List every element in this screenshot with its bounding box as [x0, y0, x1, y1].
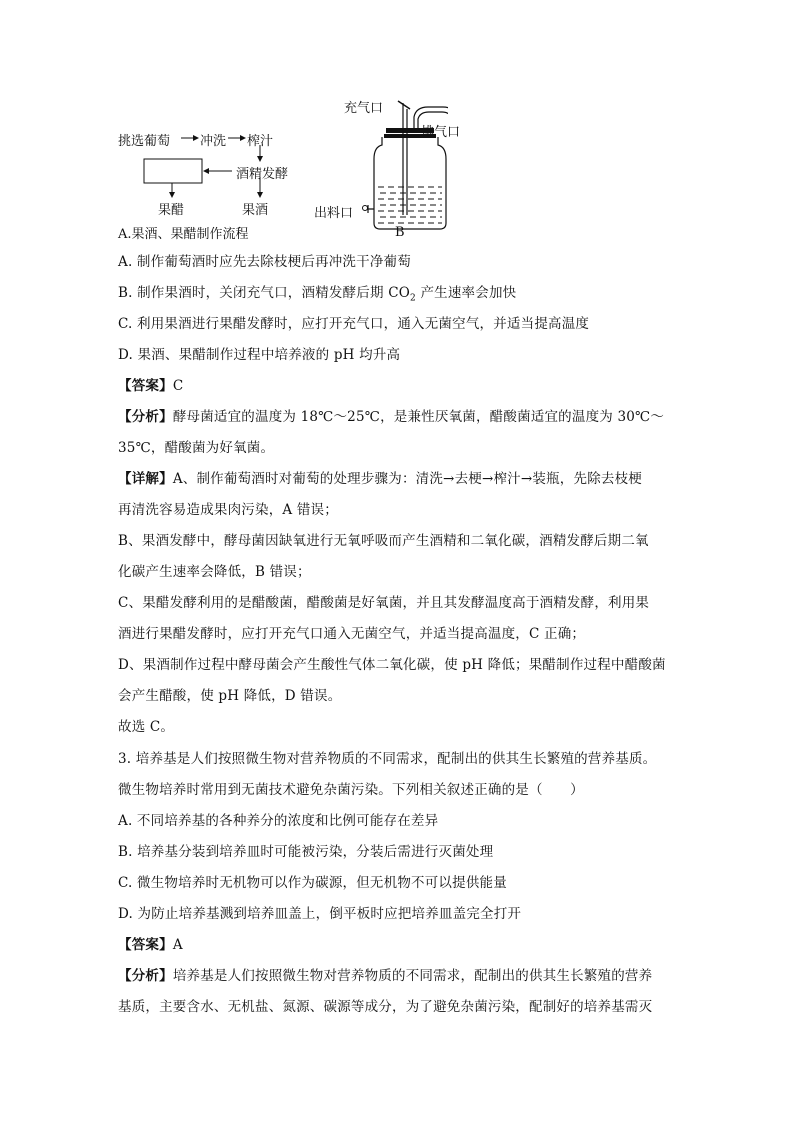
q3-stem-line-1: 3. 培养基是人们按照微生物对营养物质的不同需求，配制出的供其生长繁殖的营养基质。 — [118, 751, 657, 767]
q3-answer-tag: 【答案】 — [118, 937, 173, 953]
bottle-outlet-label: 排气口 — [421, 125, 461, 140]
figure-caption-b: B — [395, 225, 405, 240]
flow-vinegar-label: 果醋 — [158, 203, 185, 218]
q3-option-c: C. 微生物培养时无机物可以作为碳源，但无机物不可以提供能量 — [118, 875, 507, 891]
q2-option-d: D. 果酒、果醋制作过程中培养液的 pH 均升高 — [118, 347, 401, 363]
q3-option-b: B. 培养基分装到培养皿时可能被污染，分装后需进行灭菌处理 — [118, 844, 494, 860]
flow-wine-label: 果酒 — [242, 203, 269, 218]
flow-juice-label: 榨汁 — [247, 134, 274, 149]
q2-analysis-line-1 — [118, 405, 664, 425]
figure-fermentation — [118, 95, 461, 245]
q2-detail-line-5: C、果醋发酵利用的是醋酸菌，醋酸菌是好氧菌，并且其发酵温度高于酒精发酵，利用果 — [118, 595, 650, 611]
q2-detail-tag: 【详解】 — [118, 471, 173, 487]
q2-analysis-tag: 【分析】 — [118, 409, 173, 425]
q2-detail-line-4: 化碳产生速率会降低，B 错误； — [118, 564, 311, 580]
figure-caption-a: A.果酒、果醋制作流程 — [118, 227, 249, 242]
q2-option-a: A. 制作葡萄酒时应先去除枝梗后再冲洗干净葡萄 — [118, 254, 411, 270]
flow-wash-label: 冲洗 — [200, 134, 227, 149]
q2-answer — [118, 374, 183, 394]
q3-answer — [118, 933, 183, 953]
q2-analysis-text-1: 酵母菌适宜的温度为 18℃～25℃，是兼性厌氧菌，醋酸菌适宜的温度为 30℃～ — [172, 409, 665, 425]
q2-detail-line-3: B、果酒发酵中，酵母菌因缺氧进行无氧呼吸而产生酒精和二氧化碳，酒精发酵后期二氧 — [118, 533, 649, 549]
q3-analysis-line-1 — [118, 964, 652, 984]
bottle-inlet-label: 充气口 — [344, 101, 384, 116]
q2-option-c: C. 利用果酒进行果醋发酵时，应打开充气口，通入无菌空气，并适当提高温度 — [118, 316, 590, 332]
flow-pick-label: 挑选葡萄 — [118, 134, 171, 149]
q3-answer-value: A — [172, 937, 183, 953]
q2-detail-line-6: 酒进行果醋发酵时，应打开充气口通入无菌空气，并适当提高温度，C 正确； — [118, 626, 586, 642]
q3-analysis-tag: 【分析】 — [118, 968, 173, 984]
q2-answer-tag: 【答案】 — [118, 378, 173, 394]
q3-option-a: A. 不同培养基的各种养分的浓度和比例可能存在差异 — [118, 813, 439, 829]
q3-option-d: D. 为防止培养基溅到培养皿盖上，倒平板时应把培养皿盖完全打开 — [118, 906, 522, 922]
q2-detail-line-7: D、果酒制作过程中酵母菌会产生酸性气体二氧化碳，使 pH 降低；果醋制作过程中醋酸菌 — [118, 657, 666, 673]
bottle-discharge-label: 出料口 — [314, 206, 354, 221]
q2-option-b-tail: 产生速率会加快 — [420, 285, 517, 301]
q2-option-b-co2: CO — [388, 285, 411, 301]
q2-detail-line-8: 会产生醋酸，使 pH 降低，D 错误。 — [118, 688, 342, 704]
q2-answer-value: C — [172, 378, 184, 394]
q2-option-b-text: B. 制作果酒时，关闭充气口，酒精发酵后期 — [118, 285, 384, 301]
q2-option-b — [118, 281, 516, 304]
q2-analysis-line-2: 35℃，醋酸菌为好氧菌。 — [118, 440, 275, 456]
q3-stem-line-2: 微生物培养时常用到无菌技术避免杂菌污染。下列相关叙述正确的是（ ） — [118, 782, 584, 798]
q2-choose: 故选 C。 — [118, 719, 175, 735]
q3-analysis-line-2: 基质，主要含水、无机盐、氮源、碳源等成分，为了避免杂菌污染，配制好的培养基需灭 — [118, 999, 653, 1015]
q3-analysis-text-1: 培养基是人们按照微生物对营养物质的不同需求，配制出的供其生长繁殖的营养 — [172, 968, 653, 984]
q2-detail-line-2: 再清洗容易造成果肉污染，A 错误； — [118, 502, 338, 518]
flow-ferment-label: 酒精发酵 — [236, 167, 289, 182]
q2-detail-line-1 — [118, 467, 642, 487]
q2-detail-text-1: A、制作葡萄酒时对葡萄的处理步骤为：清洗→去梗→榨汁→装瓶，先除去枝梗 — [172, 471, 642, 487]
q2-option-b-sub: 2 — [410, 293, 416, 304]
